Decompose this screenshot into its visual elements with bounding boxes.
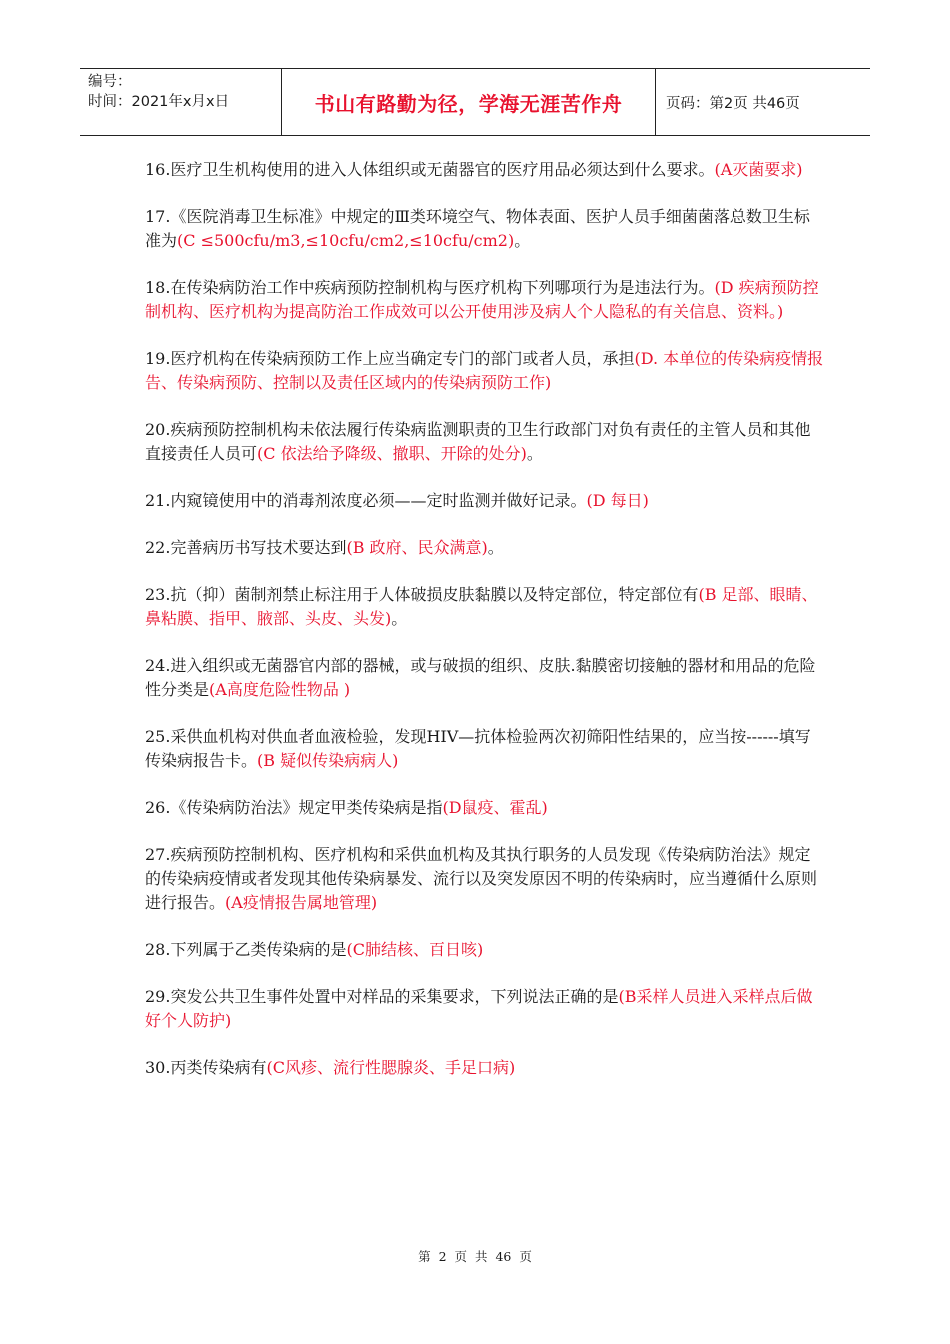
- question-text: 27.疾病预防控制机构、医疗机构和采供血机构及其执行职务的人员发现《传染病防治法》规定的传染病疫情或者发现其他传染病暴发、流行以及突发原因不明的传染病时，应当遵循什么原则进行报告。: [145, 845, 818, 912]
- question-text: 25.采供血机构对供血者血液检验，发现HIV—抗体检验两次初筛阳性结果的，应当按------填写传染病报告卡。: [145, 727, 811, 770]
- question-text: 28.下列属于乙类传染病的是: [145, 940, 347, 959]
- question-item: [145, 654, 825, 702]
- question-tail: 。: [487, 538, 504, 557]
- question-text: 26.《传染病防治法》规定甲类传染病是指: [145, 798, 443, 817]
- question-text: 20.疾病预防控制机构未依法履行传染病监测职责的卫生行政部门对负有责任的主管人员和其他直接责任人员可: [145, 420, 811, 463]
- question-text: 21.内窥镜使用中的消毒剂浓度必须——定时监测并做好记录。: [145, 491, 587, 510]
- question-text: 30.丙类传染病有: [145, 1058, 267, 1077]
- header-page-info: 页码：第2页 共46页: [666, 95, 800, 112]
- question-text: 19.医疗机构在传染病预防工作上应当确定专门的部门或者人员，承担: [145, 349, 635, 368]
- question-item: [145, 725, 825, 773]
- answer-text: (A疫情报告属地管理): [225, 893, 378, 912]
- answer-text: (D. 本单位的传染病疫情报告、传染病预防、控制以及责任区域内的传染病预防工作): [145, 349, 824, 392]
- question-text: 16.医疗卫生机构使用的进入人体组织或无菌器官的医疗用品必须达到什么要求。: [145, 160, 715, 179]
- answer-text: (A灭菌要求): [714, 160, 803, 179]
- question-item: [145, 536, 825, 560]
- document-date: 时间：2021年x月x日: [88, 94, 230, 110]
- question-text: 29.突发公共卫生事件处置中对样品的采集要求，下列说法正确的是: [145, 987, 619, 1006]
- header-meta: [80, 69, 282, 135]
- answer-text: (C肺结核、百日咳): [346, 940, 484, 959]
- question-list: [145, 158, 825, 1103]
- question-tail: 。: [526, 444, 543, 463]
- question-item: [145, 985, 825, 1033]
- question-text: 18.在传染病防治工作中疾病预防控制机构与医疗机构下列哪项行为是违法行为。: [145, 278, 715, 297]
- question-item: [145, 347, 825, 395]
- question-item: [145, 796, 825, 820]
- answer-text: (D 疾病预防控制机构、医疗机构为提高防治工作成效可以公开使用涉及病人个人隐私的有关信息、资料。): [145, 278, 819, 321]
- question-item: [145, 938, 825, 962]
- answer-text: (B 疑似传染病病人): [257, 751, 399, 770]
- answer-text: (D鼠疫、霍乱): [442, 798, 548, 817]
- answer-text: (C风疹、流行性腮腺炎、手足口病): [266, 1058, 516, 1077]
- question-text: 23.抗（抑）菌制剂禁止标注用于人体破损皮肤黏膜以及特定部位，特定部位有: [145, 585, 699, 604]
- question-item: [145, 583, 825, 631]
- question-tail: 。: [514, 231, 531, 250]
- question-text: 24.进入组织或无菌器官内部的器械，或与破损的组织、皮肤.黏膜密切接触的器材和用品的危险性分类是: [145, 656, 816, 699]
- question-item: [145, 158, 825, 182]
- answer-text: (B 政府、民众满意): [346, 538, 488, 557]
- question-item: [145, 205, 825, 253]
- question-tail: 。: [391, 609, 408, 628]
- document-number-label: 编号：: [88, 74, 132, 90]
- question-item: [145, 276, 825, 324]
- answer-text: (C ≤500cfu/m3,≤10cfu/cm2,≤10cfu/cm2): [177, 231, 515, 250]
- answer-text: (A高度危险性物品 ): [209, 680, 351, 699]
- question-item: [145, 843, 825, 915]
- question-text: 22.完善病历书写技术要达到: [145, 538, 347, 557]
- question-item: [145, 489, 825, 513]
- answer-text: (D 每日): [586, 491, 649, 510]
- header-motto: 书山有路勤为径，学海无涯苦作舟: [282, 69, 656, 135]
- answer-text: (C 依法给予降级、撤职、开除的处分): [257, 444, 527, 463]
- page-footer: 第 2 页 共 46 页: [418, 1249, 532, 1264]
- answer-text: (B采样人员进入采样点后做好个人防护): [145, 987, 813, 1030]
- answer-text: (B 足部、眼睛、鼻粘膜、指甲、腋部、头皮、头发): [145, 585, 818, 628]
- question-item: [145, 1056, 825, 1080]
- question-item: [145, 418, 825, 466]
- question-text: 17.《医院消毒卫生标准》中规定的Ⅲ类环境空气、物体表面、医护人员手细菌菌落总数卫生标准为: [145, 207, 810, 250]
- page-header: [80, 68, 870, 136]
